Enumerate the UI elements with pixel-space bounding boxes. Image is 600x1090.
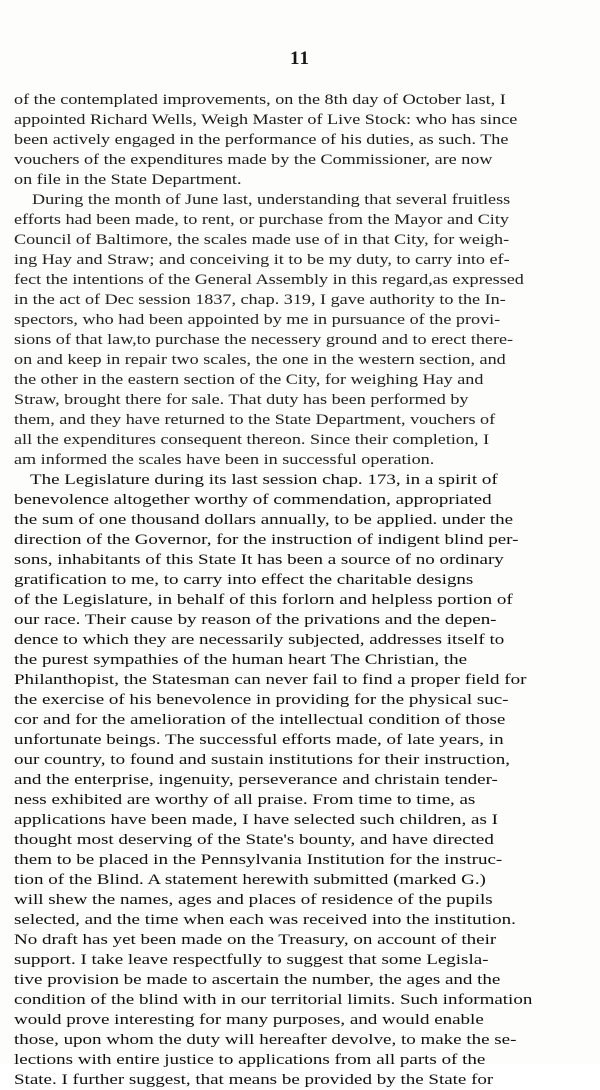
text-line: Philanthopist, the Statesman can never fail to find a proper field for	[14, 671, 527, 688]
text-line: dence to which they are necessarily subjected, addresses itself to	[14, 631, 505, 648]
text-line: the purest sympathies of the human heart The Christian, the	[14, 651, 468, 668]
text-line: benevolence altogether worthy of commendation, appropriated	[14, 491, 492, 508]
text-line: During the month of June last, understanding that several fruitless	[32, 192, 511, 208]
text-line: sons, inhabitants of this State It has been a source of no ordinary	[14, 551, 504, 568]
text-line: lections with entire justice to applications from all parts of the	[14, 1051, 486, 1068]
text-line: our country, to found and sustain institutions for their instruction,	[14, 751, 510, 768]
text-line: am informed the scales have been in successful operation.	[14, 452, 435, 468]
text-line: gratification to me, to carry into effect the charitable designs	[14, 571, 474, 588]
text-line: them, and they have returned to the State Department, vouchers of	[14, 412, 496, 428]
text-line: of the Legislature, in behalf of this forlorn and helpless portion of	[14, 591, 513, 608]
text-line: appointed Richard Wells, Weigh Master of Live Stock: who has since	[14, 112, 518, 128]
text-line: applications have been made, I have selected such children, as I	[14, 811, 498, 828]
text-line: efforts had been made, to rent, or purchase from the Mayor and City	[14, 212, 509, 228]
text-line: Council of Baltimore, the scales made use of in that City, for weigh-	[14, 232, 510, 248]
text-line: in the act of Dec session 1837, chap. 319, I gave authority to the In-	[14, 292, 506, 308]
text-line: would prove interesting for many purposes, and would enable	[14, 1011, 484, 1028]
text-line: tion of the Blind. A statement herewith submitted (marked G.)	[14, 871, 486, 888]
text-line: ing Hay and Straw; and conceiving it to be my duty, to carry into ef-	[14, 252, 510, 268]
text-line: selected, and the time when each was received into the institution.	[14, 911, 516, 928]
text-line: all the expenditures consequent thereon. Since their completion, I	[14, 432, 490, 448]
text-line: vouchers of the expenditures made by the Commissioner, are now	[14, 152, 493, 168]
text-line: been actively engaged in the performance of his duties, as such. The	[14, 132, 509, 148]
text-line: Straw, brought there for sale. That duty has been performed by	[14, 392, 469, 408]
text-line: the other in the eastern section of the City, for weighing Hay and	[14, 372, 484, 388]
text-line: on file in the State Department.	[14, 172, 242, 188]
text-line: of the contemplated improvements, on the 8th day of October last, I	[14, 92, 506, 108]
text-line: and the enterprise, ingenuity, perseverance and christain tender-	[14, 771, 498, 788]
text-line: cor and for the amelioration of the intellectual condition of those	[14, 711, 506, 728]
text-line: the exercise of his benevolence in providing for the physical suc-	[14, 691, 509, 708]
text-line: spectors, who had been appointed by me in pursuance of the provi-	[14, 312, 501, 328]
text-line: support. I take leave respectfully to suggest that some Legisla-	[14, 951, 489, 968]
text-line: No draft has yet been made on the Treasury, on account of their	[14, 931, 497, 948]
text-line: those, upon whom the duty will hereafter devolve, to make the se-	[14, 1031, 517, 1048]
text-line: unfortunate beings. The successful efforts made, of late years, in	[14, 731, 504, 748]
text-line: State. I further suggest, that means be provided by the State for	[14, 1071, 494, 1088]
text-line: sions of that law,to purchase the necessery ground and to erect there-	[14, 332, 514, 348]
text-line: thought most deserving of the State's bounty, and have directed	[14, 831, 494, 848]
text-line: on and keep in repair two scales, the one in the western section, and	[14, 352, 506, 368]
text-line: the sum of one thousand dollars annually, to be applied. under the	[14, 511, 514, 528]
text-line: fect the intentions of the General Assembly in this regard,as expressed	[14, 272, 524, 288]
text-line: our race. Their cause by reason of the privations and the depen-	[14, 611, 497, 628]
page-number: 11	[290, 48, 310, 69]
text-line: ness exhibited are worthy of all praise. From time to time, as	[14, 791, 476, 808]
text-line: direction of the Governor, for the instruction of indigent blind per-	[14, 531, 519, 548]
text-line: tive provision be made to ascertain the number, the ages and the	[14, 971, 501, 988]
text-line: The Legislature during its last session chap. 173, in a spirit of	[30, 471, 498, 488]
text-line: them to be placed in the Pennsylvania Institution for the instruc-	[14, 851, 503, 868]
text-line: condition of the blind with in our territorial limits. Such information	[14, 991, 533, 1008]
text-line: will shew the names, ages and places of residence of the pupils	[14, 891, 493, 908]
